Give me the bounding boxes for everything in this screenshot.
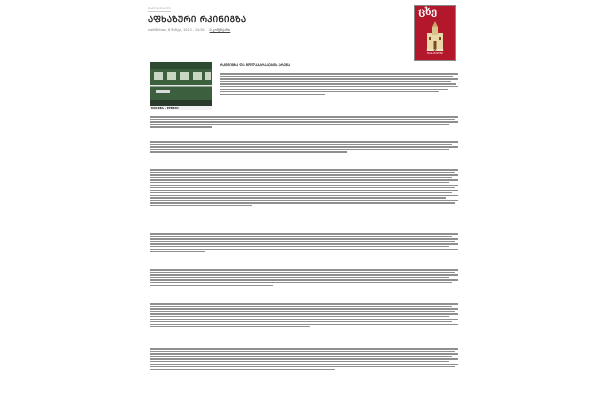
text-line bbox=[150, 241, 455, 242]
text-line bbox=[150, 308, 458, 309]
text-line bbox=[150, 202, 455, 203]
text-line bbox=[150, 200, 458, 201]
body-paragraph-1 bbox=[150, 115, 458, 129]
text-line bbox=[150, 351, 455, 352]
text-line bbox=[220, 83, 456, 84]
rubric-label[interactable]: ᲓᲐᲛᲝᲣᲙᲘᲓᲔᲑᲔᲚᲘ bbox=[148, 7, 172, 10]
text-line bbox=[150, 311, 455, 312]
text-line bbox=[150, 324, 458, 325]
text-line bbox=[150, 326, 310, 327]
body-paragraph-3 bbox=[150, 168, 458, 207]
text-line bbox=[150, 269, 458, 270]
article-subheading: ᲠᲙᲘᲜᲘᲒᲖᲐ ᲓᲐ ᲛᲝᲚᲐᲞᲐᲠᲐᲙᲔᲑᲘᲡ ᲐᲠᲔᲜᲐ bbox=[220, 63, 291, 67]
text-line bbox=[150, 238, 458, 239]
text-line bbox=[150, 149, 449, 150]
text-line bbox=[150, 313, 458, 314]
text-line bbox=[150, 146, 458, 147]
text-line bbox=[150, 187, 455, 188]
page-title: ᲐᲤᲮᲐᲖᲣᲠᲘ ᲠᲙᲘᲜᲘᲒᲖᲐ bbox=[148, 15, 247, 25]
text-line bbox=[150, 116, 458, 117]
text-line bbox=[220, 91, 439, 92]
text-line bbox=[150, 369, 335, 370]
publish-date: ოთხშაბათი, 6 მარტი, 2013 - 14:30 bbox=[148, 28, 205, 32]
article-meta bbox=[148, 28, 230, 32]
text-line bbox=[150, 361, 449, 362]
text-line bbox=[150, 151, 347, 152]
text-line bbox=[220, 78, 458, 79]
text-line bbox=[220, 94, 325, 95]
text-line bbox=[150, 356, 452, 357]
text-line bbox=[150, 246, 449, 247]
body-paragraph-5 bbox=[150, 268, 458, 287]
text-line bbox=[150, 358, 458, 359]
text-line bbox=[150, 119, 455, 120]
text-line bbox=[150, 195, 458, 196]
body-paragraph-4 bbox=[150, 232, 458, 254]
text-line bbox=[150, 366, 455, 367]
text-line bbox=[150, 169, 458, 170]
magazine-cover-image[interactable] bbox=[414, 5, 456, 61]
text-line bbox=[150, 144, 452, 145]
text-line bbox=[150, 121, 458, 122]
text-line bbox=[150, 124, 449, 125]
train-photo bbox=[150, 62, 212, 110]
text-line bbox=[150, 364, 458, 365]
train-car-illustration bbox=[150, 62, 212, 110]
lead-paragraph bbox=[220, 72, 458, 96]
comments-link[interactable]: 0 კომენტარი bbox=[209, 28, 231, 32]
text-line bbox=[150, 190, 458, 191]
text-line bbox=[150, 274, 458, 275]
text-line bbox=[220, 89, 448, 90]
text-line bbox=[150, 172, 455, 173]
body-paragraph-7 bbox=[150, 347, 458, 371]
text-line bbox=[150, 126, 212, 127]
text-line bbox=[150, 316, 449, 317]
text-line bbox=[150, 321, 452, 322]
text-line bbox=[150, 249, 458, 250]
text-line bbox=[150, 197, 446, 198]
body-paragraph-2 bbox=[150, 140, 458, 154]
text-line bbox=[150, 251, 205, 252]
text-line bbox=[150, 348, 458, 349]
text-line bbox=[220, 76, 453, 77]
article-page bbox=[148, 0, 464, 400]
text-line bbox=[150, 306, 452, 307]
body-paragraph-6 bbox=[150, 302, 458, 329]
text-line bbox=[150, 285, 273, 286]
text-line bbox=[150, 192, 452, 193]
text-line bbox=[150, 272, 455, 273]
text-line bbox=[150, 233, 458, 234]
photo-caption: МОСКВА – ЕРЕВАН bbox=[150, 106, 212, 110]
text-line bbox=[150, 179, 458, 180]
text-line bbox=[150, 282, 452, 283]
text-line bbox=[150, 277, 449, 278]
text-line bbox=[220, 73, 458, 74]
text-line bbox=[150, 243, 458, 244]
text-line bbox=[150, 319, 458, 320]
text-line bbox=[150, 177, 452, 178]
text-line bbox=[150, 279, 458, 280]
text-line bbox=[150, 185, 458, 186]
text-line bbox=[150, 236, 452, 237]
magazine-logo: ცხე bbox=[418, 7, 437, 18]
text-line bbox=[150, 205, 252, 206]
text-line bbox=[150, 174, 458, 175]
text-line bbox=[150, 353, 458, 354]
text-line bbox=[220, 81, 451, 82]
text-line bbox=[150, 182, 449, 183]
text-line bbox=[150, 303, 458, 304]
text-line bbox=[220, 86, 458, 87]
text-line bbox=[150, 141, 458, 142]
magazine-cover-text: ᲓᲐᲙᲐᲠᲒᲣᲚᲘ ᲓᲐᲞᲐᲢᲘᲝᲜᲘ bbox=[426, 49, 444, 55]
